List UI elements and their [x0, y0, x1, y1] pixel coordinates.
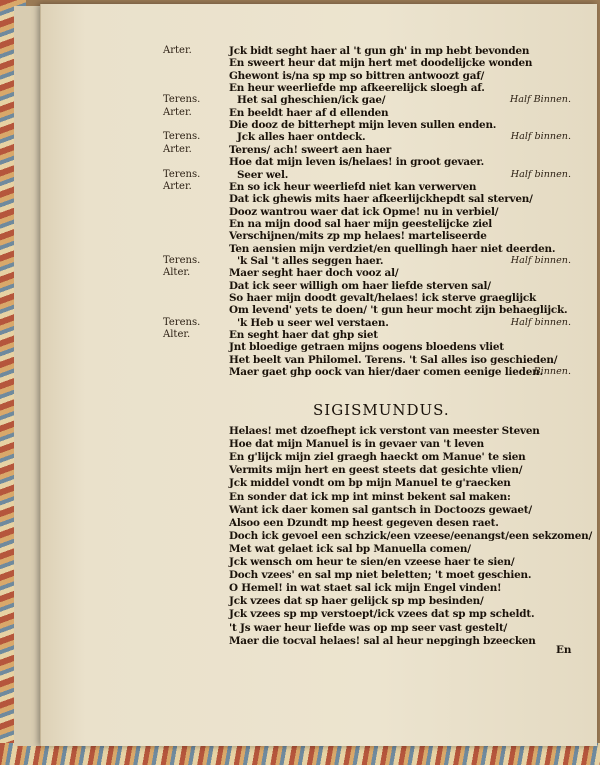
verse-text: Om levend' yets te doen/ 't gun heur mocht zijn behaeglijck. [229, 304, 568, 317]
verse-text: En sweert heur dat mijn hert met doodelijcke wonden [229, 57, 533, 70]
verse-text: Terens/ ach! sweert aen haer [229, 143, 392, 156]
speaker-name: Terens. [163, 316, 201, 328]
verse-text: Vermits mijn hert en geest steets dat gesichte vlien/ [229, 464, 523, 477]
verse-text: Seer wel. [237, 168, 289, 181]
speaker-name: Terens. [163, 168, 201, 180]
verse-row [41, 490, 597, 504]
stage-direction: Half binnen. [510, 254, 571, 266]
verse-text: En beeldt haer af d ellenden [229, 106, 389, 119]
verse-text: 'k Heb u seer wel verstaen. [237, 316, 389, 329]
verse-text: Alsoo een Dzundt mp heest gegeven desen raet. [229, 516, 499, 529]
verse-text: En heur weerliefde mp afkeerelijck sloegh af. [229, 82, 485, 95]
verse-row [41, 516, 597, 530]
speaker-name: Alter. [163, 267, 191, 279]
verse-row [41, 607, 597, 621]
verse-text: Die dooz de bitterhept mijn leven sullen enden. [229, 119, 497, 132]
verse-text: Maer seght haer doch vooz al/ [229, 267, 399, 280]
verse-text: 'k Sal 't alles seggen haer. [237, 254, 384, 267]
verse-row [41, 542, 597, 556]
verse-text: Maer gaet ghp oock van hier/daer comen eenige lieden. [229, 366, 543, 379]
stage-direction: Half binnen. [510, 168, 571, 180]
verse-text: En na mijn dood sal haer mijn geestelijcke ziel [229, 217, 493, 230]
verse-text: En so ick heur weerliefd niet kan verwerven [229, 180, 477, 193]
speaker-name: Terens. [163, 254, 201, 266]
verse-row [41, 437, 597, 451]
verse-text: Het beelt van Philomel. Terens. 't Sal alles iso geschieden/ [229, 353, 558, 366]
verse-text: 't Js waer heur liefde was op mp seer vast gestelt/ [229, 621, 508, 634]
verse-text: En sonder dat ick mp int minst bekent sal maken: [229, 490, 511, 503]
verse-text: Ten aensien mijn verdziet/en quellingh haer niet deerden. [229, 242, 556, 255]
verse-text: Jck alles haer ontdeck. [237, 131, 366, 144]
verse-text: Jck middel vondt om bp mijn Manuel te g'raecken [229, 477, 511, 490]
speaker-name: Arter. [163, 180, 192, 192]
verse-row [41, 424, 597, 438]
verse-row [41, 594, 597, 608]
verse-row [41, 463, 597, 477]
verse-text: Jck wensch om heur te sien/en vzeese haer te sien/ [229, 556, 515, 568]
verse-text: Het sal gheschien/ick gae/ [237, 94, 386, 107]
verse-text: Hoe dat mijn leven is/helaes! in groot gevaer. [229, 156, 485, 169]
verse-row [41, 529, 597, 543]
verse-text: O Hemel! in wat staet sal ick mijn Engel vinden! [229, 582, 502, 595]
verse-text: Dat ick seer willigh om haer liefde sterven sal/ [229, 279, 491, 292]
verse-row [41, 568, 597, 582]
verse-text: Met wat gelaet ick sal bp Manuella comen/ [229, 542, 471, 555]
catchword: En [556, 644, 572, 656]
verse-text: Helaes! met dzoefhept ick verstont van meester Steven [229, 425, 540, 437]
book-page [40, 4, 597, 746]
verse-text: En g'lijck mijn ziel graegh haeckt om Manue' te sien [229, 451, 526, 464]
verse-text: Verschijnen/mits zp mp helaes! marteliseerde [229, 230, 487, 243]
stage-direction: Half binnen. [510, 131, 571, 143]
verse-text: En seght haer dat ghp siet [229, 329, 378, 342]
stage-direction: Binnen. [533, 366, 571, 378]
verse-text: Jnt bloedige getraen mijns oogens bloedens vliet [229, 341, 504, 354]
text-block [41, 4, 597, 746]
verse-row [41, 621, 597, 635]
verse-text: Doch vzees' en sal mp niet beletten; 't moet geschien. [229, 569, 532, 582]
verse-row [41, 503, 597, 517]
marbled-board-bottom [0, 743, 600, 765]
verse-text: Dat ick ghewis mits haer afkeerlijckhepdt sal sterven/ [229, 193, 533, 206]
verse-row [41, 634, 597, 648]
verse-text: So haer mijn doodt gevalt/helaes! ick sterve graeglijck [229, 292, 537, 304]
verse-text: Ghewont is/na sp mp so bittren antwoozt gaf/ [229, 69, 485, 82]
speaker-name: Arter. [163, 45, 192, 56]
verse-text: Maer die tocval helaes! sal al heur nepgingh bzeecken [229, 634, 536, 647]
speaker-name: Terens. [163, 131, 201, 143]
verse-row [41, 581, 597, 595]
verse-text: Jck bidt seght haer al 't gun gh' in mp hebt bevonden [229, 45, 530, 57]
stage-direction: Half Binnen. [509, 94, 571, 106]
verse-row [41, 450, 597, 464]
verse-row [41, 476, 597, 490]
speaker-name: Terens. [163, 94, 201, 106]
verse-text: Doch ick gevoel een schzick/een vzeese/eenangst/een sekzomen/ [229, 529, 593, 542]
verse-text: Jck vzees dat sp haer gelijck sp mp besinden/ [229, 595, 484, 608]
speaker-name: Alter. [163, 329, 191, 341]
verse-row [41, 365, 597, 379]
verse-text: Want ick daer komen sal gantsch in Doctoozs gewaet/ [229, 503, 532, 516]
verse-text: Dooz wantrou waer dat ick Opme! nu in verbiel/ [229, 205, 499, 218]
verse-text: Jck vzees sp mp verstoept/ick vzees dat sp mp scheldt. [229, 608, 535, 621]
stage-direction: Half binnen. [510, 316, 571, 328]
speaker-name: Arter. [163, 106, 192, 118]
speaker-name: Arter. [163, 143, 192, 155]
verse-text: Hoe dat mijn Manuel is in gevaer van 't leven [229, 438, 484, 451]
section-heading: SIGISMUNDUS. [313, 401, 450, 419]
verse-row [41, 555, 597, 569]
